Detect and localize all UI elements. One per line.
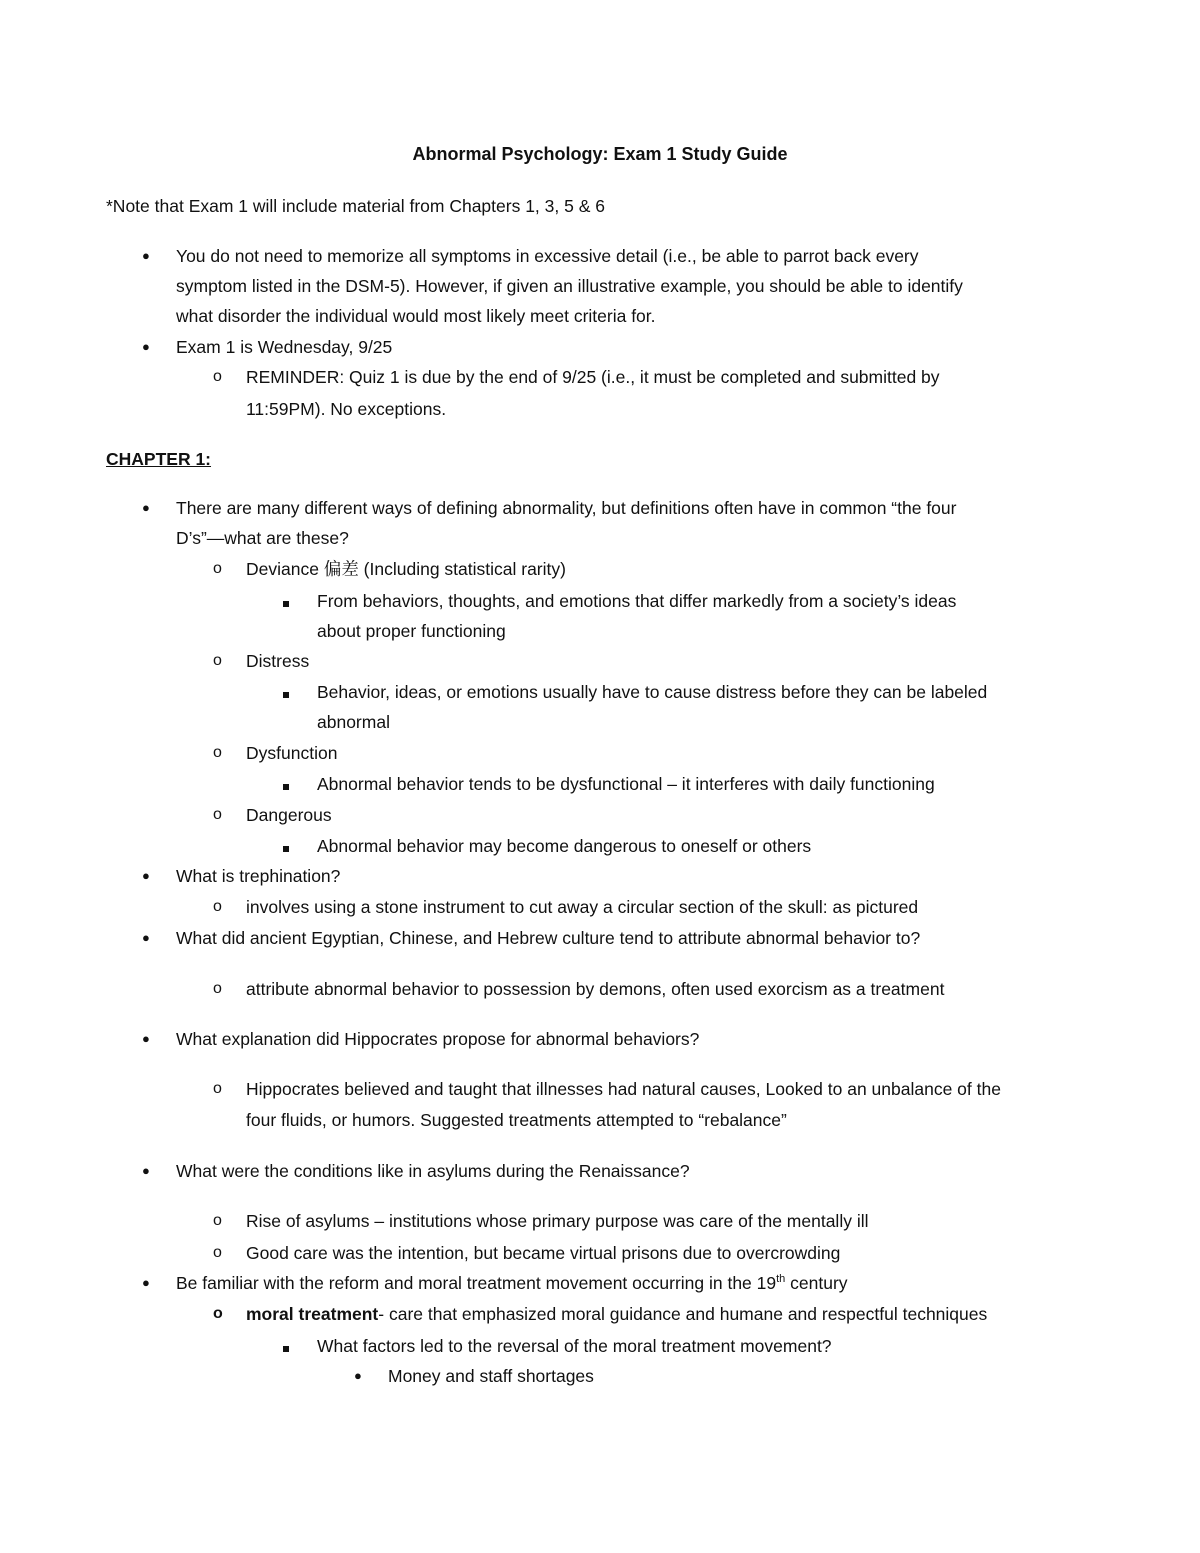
hippocrates-question: What explanation did Hippocrates propose for abnormal behaviors? [176,1029,700,1049]
moral-treatment-term: moral treatment [246,1304,379,1324]
reversal-question: What factors led to the reversal of the moral treatment movement? [317,1336,832,1356]
sub-bullet-marker: o [213,560,222,577]
sub-bullet-marker: o [213,806,222,823]
bullet-marker: ● [354,1368,362,1383]
sub-bullet-marker: o [213,652,222,669]
hippocrates-answer-line-2: four fluids, or humors. Suggested treatments attempted to “rebalance” [246,1110,787,1130]
bullet-marker: ● [142,339,150,354]
trephination-question: What is trephination? [176,866,341,886]
sub-bullet-marker: o [213,744,222,761]
square-bullet-marker [283,1335,289,1357]
note-line: *Note that Exam 1 will include material from Chapters 1, 3, 5 & 6 [106,196,605,216]
intro-sub-bullet-line-2: 11:59PM). No exceptions. [246,399,447,419]
ancient-cultures-answer: attribute abnormal behavior to possession by demons, often used exorcism as a treatment [246,979,945,999]
chapter-1-heading: CHAPTER 1: [106,449,212,469]
reform-question-suffix: century [785,1273,848,1293]
sub-bullet-marker: o [213,1244,222,1261]
dangerous-item: Dangerous [246,805,332,825]
sub-bullet-marker: o [213,898,222,915]
bullet-marker: ● [142,1275,150,1290]
sub-bullet-marker: o [213,980,222,997]
distress-detail-line-1: Behavior, ideas, or emotions usually have to cause distress before they can be labeled [317,682,988,702]
square-bullet-marker [283,835,289,857]
deviance-item: Deviance 偏差 (Including statistical rarity) [246,559,566,579]
intro-bullet-1-line-2: symptom listed in the DSM-5). However, if given an illustrative example, you should be able to identify [176,276,963,296]
ancient-cultures-question: What did ancient Egyptian, Chinese, and Hebrew culture tend to attribute abnormal behavior to? [176,928,921,948]
reform-question [176,1272,848,1294]
sub-bullet-marker: o [213,1305,223,1322]
asylums-answer-2: Good care was the intention, but became virtual prisons due to overcrowding [246,1243,841,1263]
deviance-detail-line-1: From behaviors, thoughts, and emotions that differ markedly from a society’s ideas [317,591,957,611]
distress-item: Distress [246,651,310,671]
intro-bullet-2: Exam 1 is Wednesday, 9/25 [176,337,393,357]
document-title: Abnormal Psychology: Exam 1 Study Guide [412,144,788,164]
dysfunction-detail: Abnormal behavior tends to be dysfunctional – it interferes with daily functioning [317,774,935,794]
moral-treatment-definition [246,1303,987,1325]
deviance-detail-line-2: about proper functioning [317,621,506,641]
square-bullet-marker [283,773,289,795]
square-bullet-marker [283,590,289,612]
dangerous-detail: Abnormal behavior may become dangerous to oneself or others [317,836,812,856]
square-bullet-marker [283,681,289,703]
asylums-question: What were the conditions like in asylums during the Renaissance? [176,1161,690,1181]
reversal-answer: Money and staff shortages [388,1366,594,1386]
bullet-marker: ● [142,1163,150,1178]
dysfunction-item: Dysfunction [246,743,338,763]
sub-bullet-marker: o [213,368,222,385]
bullet-marker: ● [142,930,150,945]
trephination-answer: involves using a stone instrument to cut away a circular section of the skull: as pictured [246,897,919,917]
bullet-marker: ● [142,248,150,263]
moral-treatment-text: - care that emphasized moral guidance and humane and respectful techniques [378,1304,988,1324]
bullet-marker: ● [142,1031,150,1046]
asylums-answer-1: Rise of asylums – institutions whose primary purpose was care of the mentally ill [246,1211,869,1231]
intro-bullet-1-line-1: You do not need to memorize all symptoms in excessive detail (i.e., be able to parrot back every [176,246,919,266]
intro-sub-bullet-line-1: REMINDER: Quiz 1 is due by the end of 9/25 (i.e., it must be completed and submitted by [246,367,940,387]
sub-bullet-marker: o [213,1212,222,1229]
hippocrates-answer-line-1: Hippocrates believed and taught that illnesses had natural causes, Looked to an unbalance of the [246,1079,1001,1099]
four-ds-question-line-2: D’s”—what are these? [176,528,349,548]
reform-question-superscript: th [776,1273,786,1286]
four-ds-question-line-1: There are many different ways of defining abnormality, but definitions often have in common “the four [176,498,957,518]
reform-question-text: Be familiar with the reform and moral treatment movement occurring in the 19 [176,1273,777,1293]
bullet-marker: ● [142,500,150,515]
sub-bullet-marker: o [213,1080,222,1097]
intro-bullet-1-line-3: what disorder the individual would most likely meet criteria for. [176,306,656,326]
distress-detail-line-2: abnormal [317,712,390,732]
bullet-marker: ● [142,868,150,883]
